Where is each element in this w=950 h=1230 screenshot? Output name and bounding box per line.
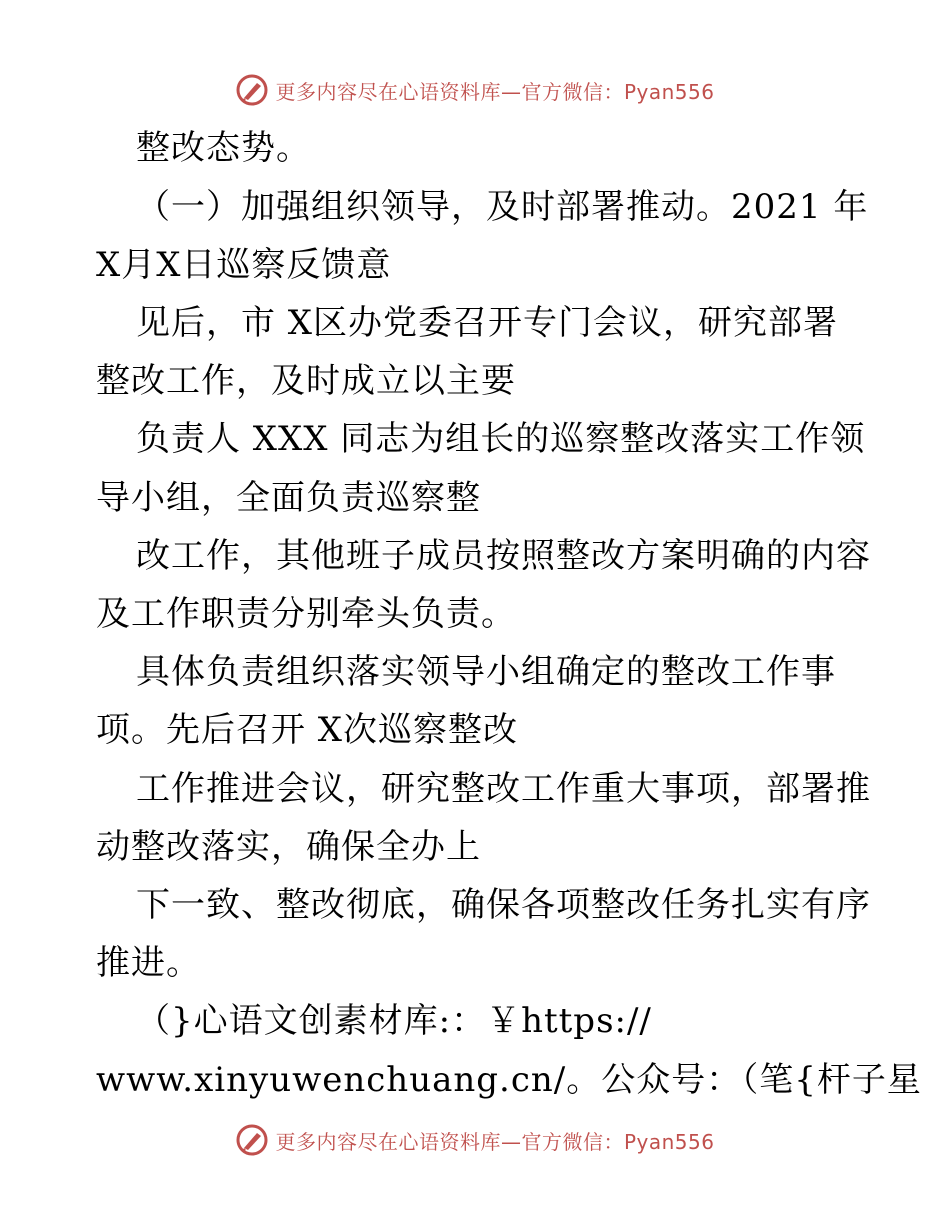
- text-line-9: 及工作职责分别牵头负责。: [96, 594, 516, 634]
- text-line-14: 下一致、整改彻底，确保各项整改任务扎实有序: [136, 885, 871, 925]
- text-line-4: 见后，市 X区办党委召开专门会议，研究部署: [136, 303, 839, 343]
- text-line-12: 工作推进会议，研究整改工作重大事项，部署推: [136, 769, 871, 809]
- text-line-5: 整改工作，及时成立以主要: [96, 361, 516, 401]
- watermark-text-top: 更多内容尽在心语资料库—官方微信：Pyan556: [275, 79, 715, 104]
- watermark-banner-top: [0, 70, 950, 110]
- text-line-1: 整改态势。: [136, 128, 311, 168]
- pen-logo-icon: [235, 1123, 269, 1157]
- text-line-7: 导小组，全面负责巡察整: [96, 478, 481, 518]
- text-line-10: 具体负责组织落实领导小组确定的整改工作事: [136, 652, 836, 692]
- text-line-8: 改工作，其他班子成员按照整改方案明确的内容: [136, 536, 871, 576]
- text-line-11: 项。先后召开 X次巡察整改: [96, 710, 519, 750]
- text-line-13: 动整改落实，确保全办上: [96, 827, 481, 867]
- pen-logo-icon: [235, 73, 269, 107]
- watermark-banner-bottom: [0, 1120, 950, 1160]
- text-line-2: （一）加强组织领导，及时部署推动。2021 年: [136, 187, 869, 227]
- text-line-16: （}心语文创素材库:：￥https://: [136, 1001, 652, 1041]
- watermark-text-bottom: 更多内容尽在心语资料库—官方微信：Pyan556: [275, 1129, 715, 1154]
- text-line-15: 推进。: [96, 943, 201, 983]
- text-line-3: X月X日巡察反馈意: [96, 245, 392, 285]
- text-line-17: www.xinyuwenchuang.cn/。公众号：（笔{杆子星: [96, 1060, 922, 1100]
- text-line-6: 负责人 XXX 同志为组长的巡察整改落实工作领: [136, 419, 866, 459]
